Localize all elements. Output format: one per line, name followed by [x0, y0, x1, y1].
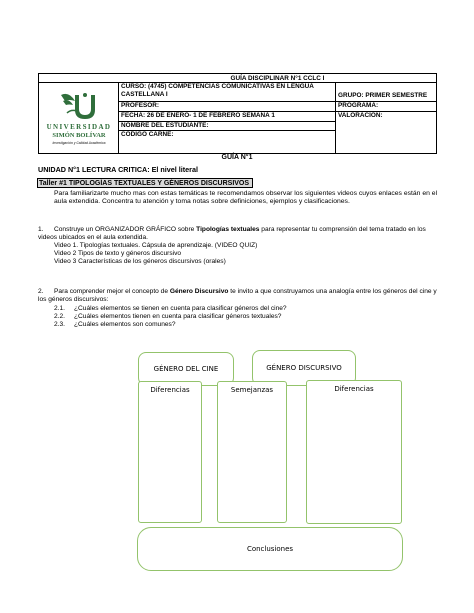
item-1: 1. Construye un ORGANIZADOR GRÁFICO sobre Tipologías textuales para representar tu comprensión del tema tratado en los videos ubicados en el aula extendida.: [38, 226, 426, 242]
nombre-cell: NOMBRE DEL ESTUDIANTE:: [119, 122, 335, 131]
header-title: GUÍA DISCIPLINAR N°1 CCLC I: [39, 74, 436, 83]
taller-heading: Taller #1 TIPOLOGÍAS TEXTUALES Y GÉNEROS DISCURSIVOS: [37, 178, 253, 188]
grupo-cell: GRUPO: PRIMER SEMESTRE: [336, 83, 436, 102]
genero-discursivo-box: GÉNERO DISCURSIVO: [252, 350, 356, 386]
sub-question: 2.3. ¿Cuáles elementos son comunes?: [54, 321, 176, 329]
logo-line-universidad: UNIVERSIDAD: [46, 123, 112, 131]
unidad-title: UNIDAD N°1 LECTURA CRITICA: El nivel literal: [38, 165, 198, 174]
logo-line-slogan: Investigación y Calidad Académica: [52, 141, 106, 145]
university-logo: [39, 83, 119, 153]
programa-cell: PROGRAMA:: [336, 102, 436, 112]
sub-question: 2.2. ¿Cuáles elementos tienen en cuenta para clasificar géneros textuales?: [54, 313, 282, 321]
intro-paragraph: Para familiarizarte mucho mas con estas temáticas te recomendamos observar los siguientes videos cuyos enlaces están en el aula extendida. Concentra tu atención y toma notas sobre definiciones, ejemplos y clasificaciones.: [54, 190, 438, 206]
sub-question: 2.1. ¿Cuáles elementos se tienen en cuenta para clasificar géneros del cine?: [54, 305, 287, 312]
semejanzas-box: Semejanzas: [217, 381, 287, 523]
university-crest-icon: [57, 91, 101, 121]
video-item: Video 1. Tipologías textuales. Cápsula de aprendizaje. (VIDEO QUIZ): [54, 242, 258, 249]
valoracion-cell: VALORACIÓN:: [338, 112, 383, 119]
conclusiones-box: Conclusiones: [137, 527, 403, 571]
genero-cine-box: GÉNERO DEL CINE: [138, 352, 234, 386]
diferencias-cine-box: Diferencias: [138, 381, 202, 523]
header-table: [38, 73, 437, 154]
item-2-number: 2.: [38, 288, 44, 295]
profesor-cell: PROFESOR:: [119, 102, 335, 112]
item-2: 2. Para comprender mejor el concepto de Género Discursivo te invito a que construyamos una analogía entre los géneros del cine y los géneros discursivos:: [38, 288, 437, 304]
video-item: Video 2 Tipos de texto y géneros discursivo: [54, 250, 182, 258]
logo-line-simon-bolivar: SIMÓN BOLÍVAR: [52, 132, 106, 139]
guia-title: GUÍA N°1: [221, 154, 253, 161]
sub-questions: [54, 305, 434, 330]
video-item: Video 3 Características de los géneros discursivos (orales): [54, 258, 226, 266]
curso-cell: CURSO: (4745) COMPETENCIAS COMUNICATIVAS EN LENGUA CASTELLANA I: [119, 83, 335, 102]
video-list: [54, 242, 434, 267]
fecha-cell: FECHA: 26 DE ENERO- 1 DE FEBRERO SEMANA 1: [119, 112, 335, 122]
diferencias-discursivo-box: Diferencias: [306, 380, 402, 524]
codigo-cell: CODIGO CARNE:: [121, 131, 174, 138]
item-1-number: 1.: [38, 226, 44, 233]
